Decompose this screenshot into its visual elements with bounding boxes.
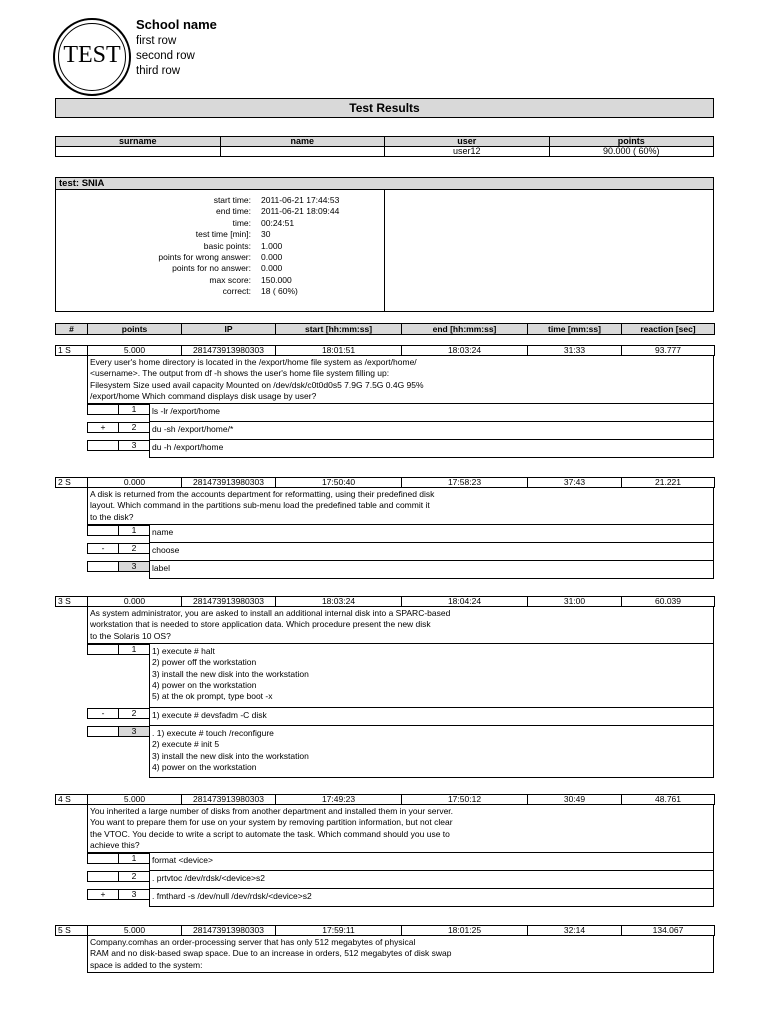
summary-header-name: name (220, 137, 385, 147)
question-start: 17:59:11 (276, 926, 402, 936)
answer-mark: - (87, 543, 119, 554)
test-info-value: 150.000 (261, 274, 292, 285)
summary-name (220, 147, 385, 157)
question-end: 17:58:23 (402, 478, 528, 488)
test-info-label: time: (232, 217, 251, 228)
test-info-value: 00:24:51 (261, 217, 295, 228)
answer-mark (87, 525, 119, 536)
question-reaction: 134.067 (622, 926, 715, 936)
answer-option (87, 561, 714, 579)
answer-text: 1) execute # halt 2) power off the workstation 3) install the new disk into the workstation 4) power on the workstation 5) at the ok prompt, type boot -x (149, 644, 714, 708)
question-ip: 281473913980303 (182, 926, 276, 936)
test-info-row (61, 286, 381, 297)
question-number: 3 S (56, 597, 88, 607)
answer-number: 1 (118, 644, 150, 655)
answer-option (87, 726, 714, 778)
answer-mark (87, 404, 119, 415)
test-info-label: max score: (209, 274, 251, 285)
question-reaction: 60.039 (622, 597, 715, 607)
question-row (55, 477, 715, 488)
question-start: 18:03:24 (276, 597, 402, 607)
answer-number: 3 (118, 440, 150, 451)
question-start: 18:01:51 (276, 346, 402, 356)
question-points: 5.000 (88, 346, 182, 356)
question-time: 31:33 (528, 346, 622, 356)
summary-header-user: user (385, 137, 550, 147)
col-header-points: points (88, 324, 182, 335)
test-info-label: points for no answer: (172, 263, 251, 274)
test-title: test: SNIA (55, 177, 714, 190)
question-text: Company.comhas an order-processing server that has only 512 megabytes of physical RAM and no disk-based swap space. Due to an increase in orders, 512 megabytes of disk swap space is added to the system: (87, 936, 714, 973)
school-row-2: second row (136, 50, 195, 62)
answer-text: . prtvtoc /dev/rdsk/<device>s2 (149, 871, 714, 889)
question-time: 31:00 (528, 597, 622, 607)
answer-number: 2 (118, 708, 150, 719)
school-name: School name (136, 17, 217, 32)
answer-number: 1 (118, 404, 150, 415)
school-row-3: third row (136, 65, 181, 77)
question-row (55, 925, 715, 936)
question-reaction: 48.761 (622, 795, 715, 805)
answer-mark (87, 726, 119, 737)
test-info-divider (384, 189, 385, 311)
question-start: 17:49:23 (276, 795, 402, 805)
question-points: 5.000 (88, 926, 182, 936)
summary-header-points: points (549, 137, 714, 147)
answer-mark (87, 440, 119, 451)
question-row (55, 794, 715, 805)
question-row (55, 596, 715, 607)
test-info-row (61, 206, 381, 217)
answer-text: 1) execute # devsfadm -C disk (149, 708, 714, 726)
question-end: 18:04:24 (402, 597, 528, 607)
test-info-label: test time [min]: (195, 229, 251, 240)
answer-mark: + (87, 889, 119, 900)
answer-mark (87, 561, 119, 572)
col-header-reaction: reaction [sec] (622, 324, 715, 335)
question-ip: 281473913980303 (182, 346, 276, 356)
answer-option (87, 644, 714, 708)
test-info-row (61, 252, 381, 263)
col-header-ip: IP (182, 324, 276, 335)
question-number: 1 S (56, 346, 88, 356)
test-info-row (61, 195, 381, 206)
summary-table (55, 136, 714, 157)
test-info-label: points for wrong answer: (158, 252, 251, 262)
answer-text: . 1) execute # touch /reconfigure 2) execute # init 5 3) install the new disk into the workstation 4) power on the workstation (149, 726, 714, 778)
question-reaction: 93.777 (622, 346, 715, 356)
question-end: 18:01:25 (402, 926, 528, 936)
answer-text: ls -lr /export/home (149, 404, 714, 422)
question-end: 17:50:12 (402, 795, 528, 805)
answer-option (87, 404, 714, 422)
answer-text: . fmthard -s /dev/null /dev/rdsk/<device>s2 (149, 889, 714, 907)
question-points: 0.000 (88, 478, 182, 488)
question-header-table (55, 323, 715, 335)
question-text: Every user's home directory is located in the /export/home file system as /export/home/ <username>. The output from df -h shows the user's home file system filling up: Filesystem Size used avail capacity Mounted on /dev/dsk/c0t0d0s5 7.9G 7.5G 0.4G 95% /export/home Which command displays disk usage by user? (87, 356, 714, 404)
question-number: 5 S (56, 926, 88, 936)
summary-user: user12 (385, 147, 550, 157)
answer-option (87, 708, 714, 726)
answer-text: format <device> (149, 853, 714, 871)
question-number: 4 S (56, 795, 88, 805)
answer-option (87, 871, 714, 889)
question-end: 18:03:24 (402, 346, 528, 356)
test-info-row (61, 275, 381, 286)
school-row-1: first row (136, 35, 177, 47)
answer-number: 2 (118, 422, 150, 433)
test-info-value: 0.000 (261, 263, 283, 274)
answer-number: 2 (118, 543, 150, 554)
test-info-row (61, 241, 381, 252)
answer-mark (87, 853, 119, 864)
answer-option (87, 525, 714, 543)
answer-text: choose (149, 543, 714, 561)
answer-mark (87, 871, 119, 882)
answer-mark (87, 644, 119, 655)
col-header-number: # (56, 324, 88, 335)
answer-text: du -h /export/home (149, 440, 714, 458)
test-info-label: correct: (222, 286, 251, 297)
answer-text: du -sh /export/home/* (149, 422, 714, 440)
answer-text: label (149, 561, 714, 579)
test-info-value: 2011-06-21 17:44:53 (261, 195, 340, 205)
answer-number: 3 (118, 889, 150, 900)
question-time: 37:43 (528, 478, 622, 488)
question-ip: 281473913980303 (182, 478, 276, 488)
summary-surname (56, 147, 221, 157)
test-info-label: end time: (216, 206, 251, 217)
col-header-time: time [mm:ss] (528, 324, 622, 335)
answer-number: 3 (118, 726, 150, 737)
col-header-start: start [hh:mm:ss] (276, 324, 402, 335)
test-info-row (61, 218, 381, 229)
answer-number: 1 (118, 525, 150, 536)
question-row (55, 345, 715, 356)
question-time: 30:49 (528, 795, 622, 805)
page-title: Test Results (55, 98, 714, 118)
question-time: 32:14 (528, 926, 622, 936)
logo-text: TEST (63, 42, 121, 68)
question-text: A disk is returned from the accounts department for reformatting, using their predefined disk layout. Which command in the partitions sub-menu load the predefined table and commit it to the disk? (87, 488, 714, 525)
summary-header-surname: surname (56, 137, 221, 147)
test-info-row (61, 263, 381, 274)
answer-option (87, 853, 714, 871)
test-info-row (61, 229, 381, 240)
test-info-value: 30 (261, 229, 271, 240)
test-info-value: 2011-06-21 18:09:44 (261, 206, 340, 217)
answer-option (87, 422, 714, 440)
question-ip: 281473913980303 (182, 597, 276, 607)
question-ip: 281473913980303 (182, 795, 276, 805)
test-info-value: 0.000 (261, 252, 283, 262)
test-info-label: start time: (213, 195, 251, 205)
answer-number: 3 (118, 561, 150, 572)
answer-option (87, 889, 714, 907)
answer-text: name (149, 525, 714, 543)
test-info-label: basic points: (203, 240, 251, 251)
answer-option (87, 543, 714, 561)
question-points: 0.000 (88, 597, 182, 607)
test-info-value: 18 ( 60%) (261, 286, 298, 297)
answer-number: 2 (118, 871, 150, 882)
question-reaction: 21.221 (622, 478, 715, 488)
question-start: 17:50:40 (276, 478, 402, 488)
col-header-end: end [hh:mm:ss] (402, 324, 528, 335)
summary-points: 90.000 ( 60%) (549, 147, 714, 157)
test-info-value: 1.000 (261, 240, 283, 251)
question-text: You inherited a large number of disks from another department and installed them in your server. You want to prepare them for use on your system by removing partition information, but not clear the VTOC. You decide to write a script to automate the task. Which command should you use to achieve this? (87, 805, 714, 853)
answer-mark: - (87, 708, 119, 719)
question-number: 2 S (56, 478, 88, 488)
question-points: 5.000 (88, 795, 182, 805)
answer-option (87, 440, 714, 458)
answer-number: 1 (118, 853, 150, 864)
answer-mark: + (87, 422, 119, 433)
question-text: As system administrator, you are asked to install an additional internal disk into a SPARC-based workstation that is needed to store application data. Which procedure present the new disk to the Solaris 10 OS? (87, 607, 714, 644)
school-logo (53, 18, 131, 96)
